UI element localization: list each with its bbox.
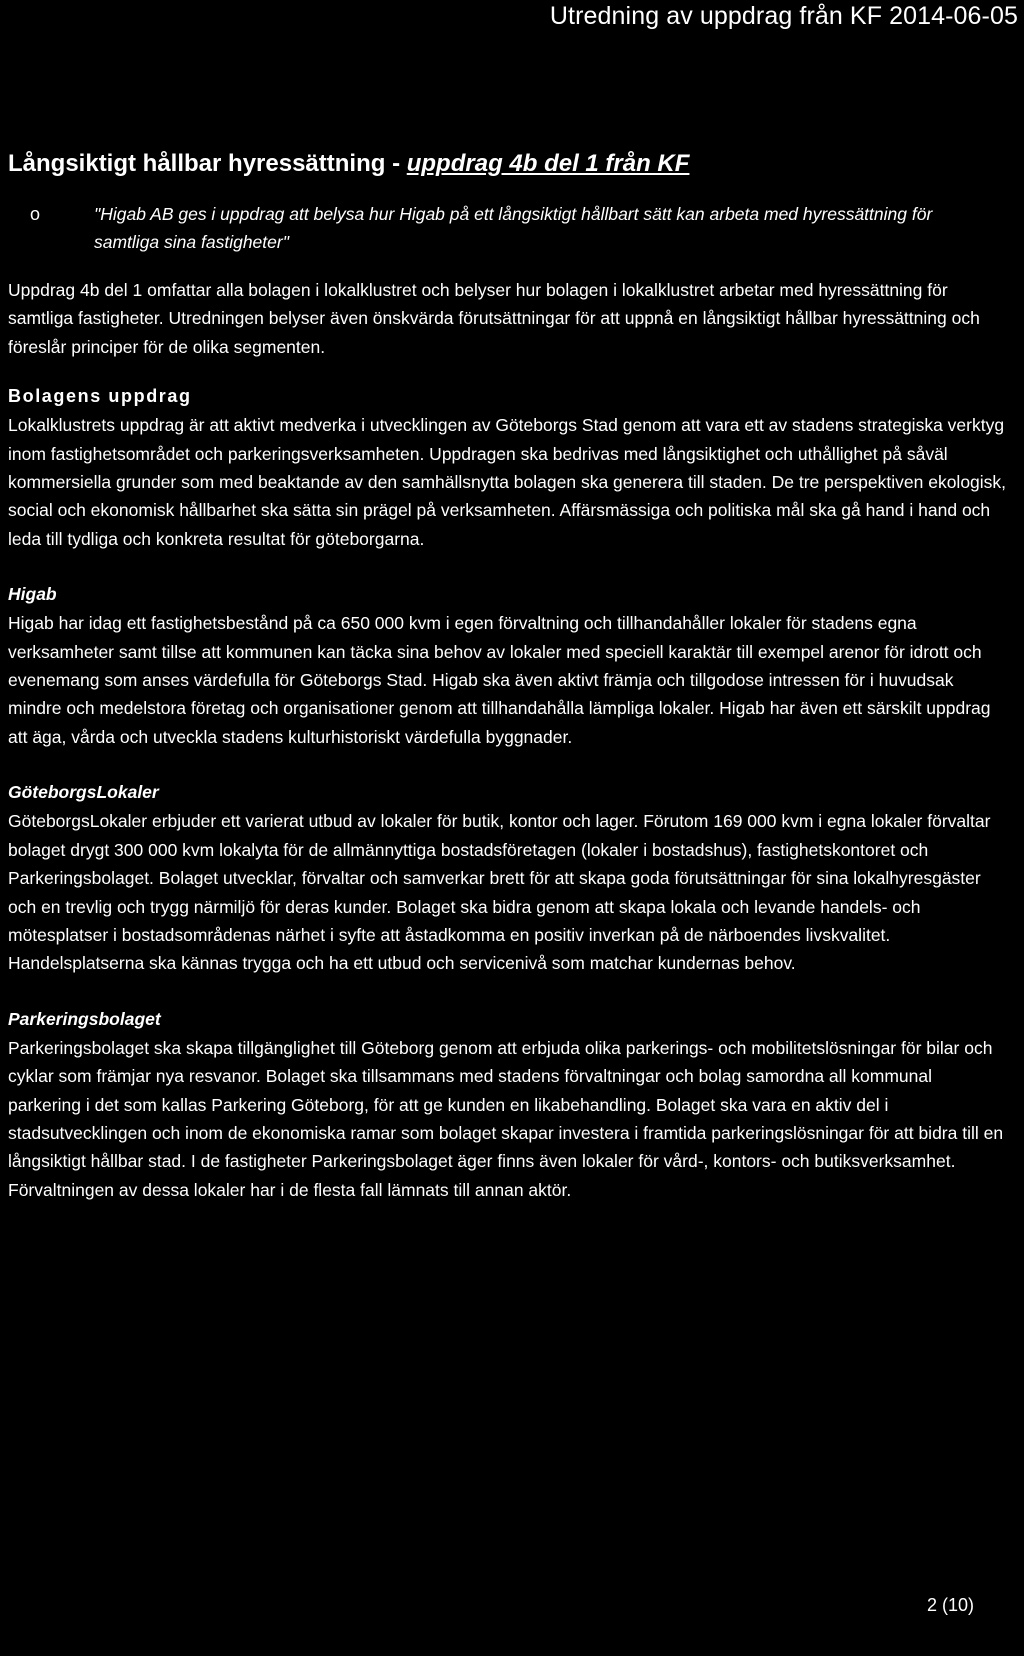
section-heading: Higab [8, 584, 57, 605]
document-header: Utredning av uppdrag från KF 2014-06-05 [549, 2, 1018, 30]
section-paragraph: Parkeringsbolaget ska skapa tillgänglighet till Göteborg genom att erbjuda olika parkerings- och mobilitetslösningar för bilar och cyklar som främjar nya resvanor. Bolaget ska tillsammans med stadens förvaltningar och bolag samordna all kommunal parkering i det som kallas Parkering Göteborg, för att ge kunden en likabehandling. Bolaget ska vara en aktiv del i stadsutvecklingen och inom de ekonomiska ramar som bolaget skapar investera i framtida parkeringslösningar för att bidra till en långsiktigt hållbar stad. I de fastigheter Parkeringsbolaget äger finns även lokaler för vård-, kontors- och butiksverksamhet. Förvaltningen av dessa lokaler har i de flesta fall lämnats till annan aktör. [8, 1037, 1004, 1200]
section-paragraph: GöteborgsLokaler erbjuder ett varierat utbud av lokaler för butik, kontor och lager. Förutom 169 000 kvm i egna lokaler förvaltar bolaget drygt 300 000 kvm lokalyta för de allmännyttiga bostadsföretagen (lokaler i bostadshus), fastighetskontoret och Parkeringsbolaget. Bolaget utvecklar, förvaltar och samverkar brett för att skapa goda förutsättningar för sina lokalhyresgäster och en trevlig och trygg närmiljö för deras kunder. Bolaget ska bidra genom att skapa lokala och levande handels- och mötesplatser i bostadsområdenas närhet i syfte att åstadkomma en positiv inverkan på de närboendes livskvalitet. Handelsplatserna ska kännas trygga och ha ett utbud och servicenivå som matchar kundernas behov. [8, 811, 991, 974]
section-heading: GöteborgsLokaler [8, 782, 159, 803]
section-heading: Bolagens uppdrag [8, 386, 192, 407]
section-parkeringsbolaget [8, 1004, 1008, 1204]
intro-paragraph: Uppdrag 4b del 1 omfattar alla bolagen i lokalklustret och belyser hur bolagen i lokalklustret arbetar med hyressättning för samtliga fastigheter. Utredningen belyser även önskvärda förutsättningar för att uppnå en långsiktigt hållbar hyressättning och föreslår principer för de olika segmenten. [8, 280, 980, 357]
quote-item [30, 200, 1008, 256]
section-goteborgslokaler [8, 777, 1008, 977]
bullet-marker: o [30, 204, 41, 224]
main-title [8, 150, 1008, 178]
main-title-text: Långsiktigt hållbar hyressättning - [8, 150, 407, 177]
document-body [8, 150, 1008, 1230]
page-number: 2 (10) [926, 1595, 974, 1615]
section-heading: Parkeringsbolaget [8, 1008, 161, 1029]
section-paragraph: Lokalklustrets uppdrag är att aktivt medverka i utvecklingen av Göteborgs Stad genom att vara ett av stadens strategiska verktyg inom fastighetsområdet och parkeringsverksamheten. Uppdragen ska bedrivas med långsiktighet och uthållighet på såväl kommersiella grunder som med beaktande av den samhällsnytta bolagen ska generera till staden. De tre perspektiven ekologisk, social och ekonomisk hållbarhet ska sätta sin prägel på verksamheten. Affärsmässiga och politiska mål ska gå hand i hand och leda till tydliga och konkreta resultat för göteborgarna. [8, 415, 1007, 549]
section-higab [8, 579, 1008, 751]
main-title-link: uppdrag 4b del 1 från KF [406, 150, 690, 177]
quote-text: "Higab AB ges i uppdrag att belysa hur Higab på ett långsiktigt hållbart sätt kan arbeta med hyressättning för samtliga sina fastigheter" [94, 204, 933, 252]
section-bolagens-uppdrag [8, 381, 1008, 553]
section-paragraph: Higab har idag ett fastighetsbestånd på ca 650 000 kvm i egen förvaltning och tillhandahåller lokaler för stadens egna verksamheter samt tillse att kommunen kan täcka sina behov av lokaler med speciell karaktär till exempel arenor för idrott och evenemang som anses värdefulla för Göteborgs Stad. Higab ska även aktivt främja och tillgodose intressen för i huvudsak mindre och medelstora företag och organisationer genom att tillhandahålla lämpliga lokaler. Higab har även ett särskilt uppdrag att äga, vårda och utveckla stadens kulturhistoriskt värdefulla byggnader. [8, 613, 991, 747]
